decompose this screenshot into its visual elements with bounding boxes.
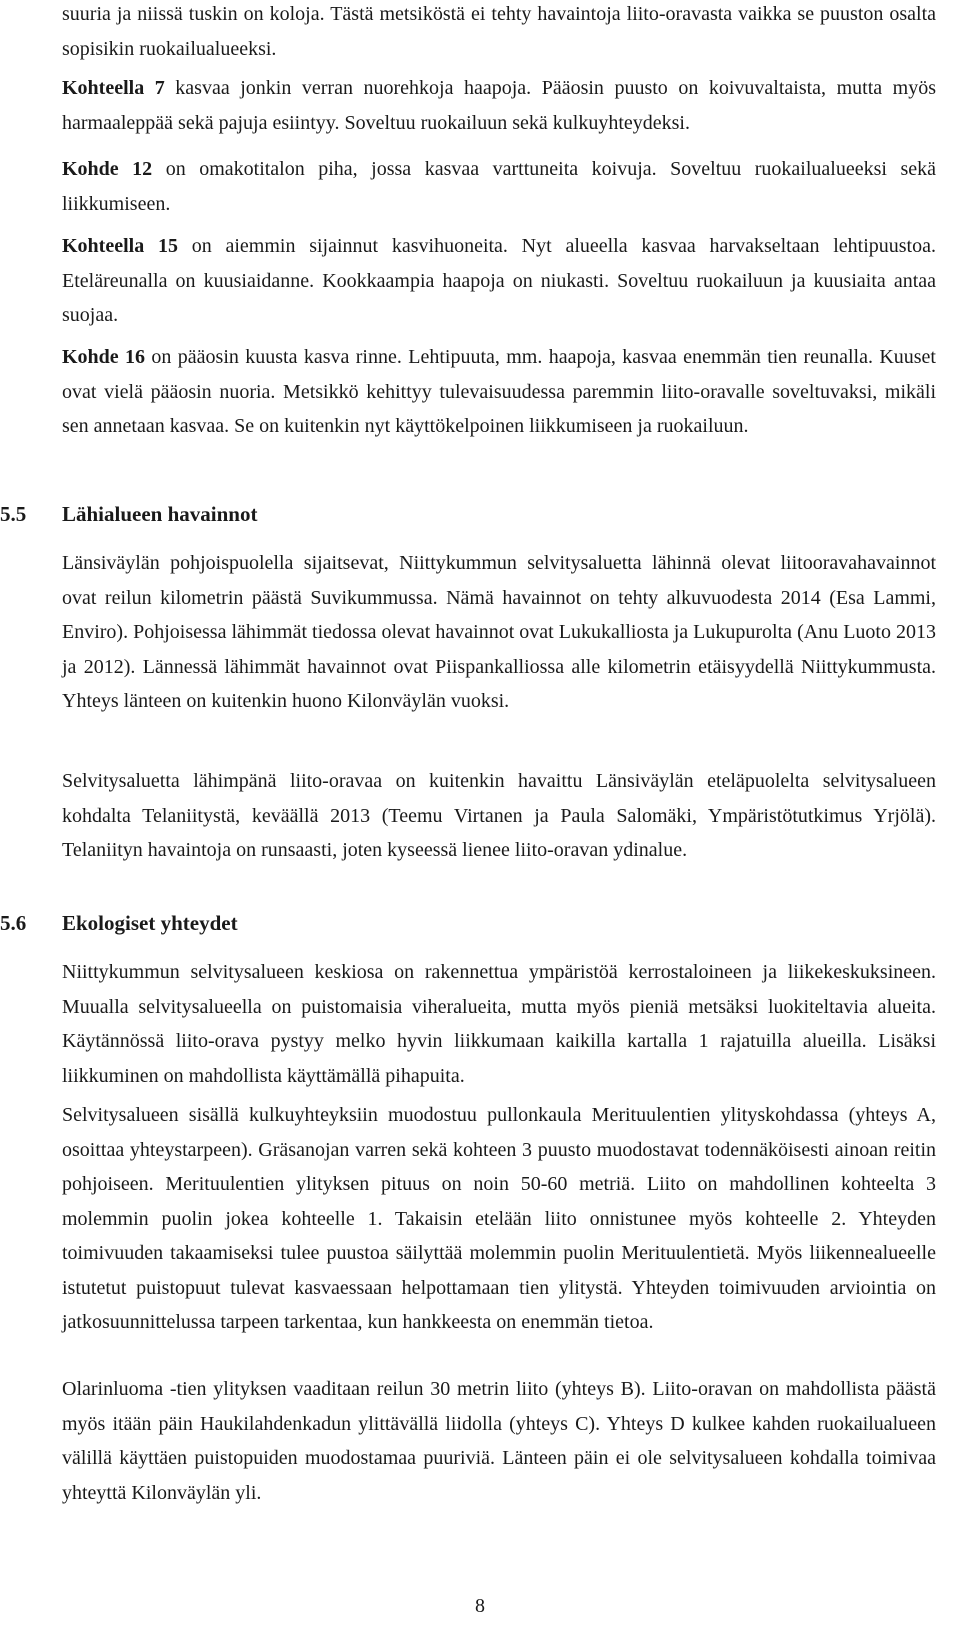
paragraph-ekologiset-3 (62, 1372, 936, 1510)
section-title: Ekologiset yhteydet (62, 911, 238, 935)
paragraph-text: Niittykummun selvitysalueen keskiosa on rakennettua ympäristöä kerrostaloineen ja liikekeskuksineen. Muualla selvitysalueella on puistomaisia viheralueita, mutta myös pieniä metsäksi luokiteltavia alueita. Käytännössä liito-orava pystyy melko hyvin liikkumaan kaikilla kartalla 1 rajatuilla alueilla. Lisäksi liikkuminen on mahdollista käyttämällä pihapuita. (62, 961, 936, 1087)
paragraph-text: Selvitysaluetta lähimpänä liito-oravaa on kuitenkin havaittu Länsiväylän eteläpuolelta selvitysalueen kohdalta Telaniitystä, keväällä 2013 (Teemu Virtanen ja Paula Salomäki, Ympäristötutkimus Yrjölä). Telaniityn havaintoja on runsaasti, joten kyseessä lienee liito-oravan ydinalue. (62, 770, 936, 861)
section-number: 5.5 (0, 502, 27, 526)
paragraph-kohde-7 (62, 71, 936, 140)
section-number: 5.6 (0, 911, 27, 935)
paragraph-text: on omakotitalon piha, jossa kasvaa varttuneita koivuja. Soveltuu ruokailualueeksi sekä liikkumiseen. (62, 158, 936, 215)
paragraph-kohde-15 (62, 229, 936, 333)
paragraph-text: Selvitysalueen sisällä kulkuyhteyksiin muodostuu pullonkaula Merituulentien ylityskohdassa (yhteys A, osoittaa yhteystarpeen). Gräsanojan varren sekä kohteen 3 puusto muodostavat todennäköisesti ainoan reitin pohjoiseen. Merituulentien ylityksen pituus on noin 50-60 metriä. Liito on mahdollinen kohteelta 3 molemmin puolin jokea kohteelle 1. Takaisin etelään liito onnistunee myös kohteelle 2. Yhteyden toimivuuden takaamiseksi tulee puustoa säilyttää molemmin puolin Merituulentietä. Myös liikennealueelle istutetut puistopuut tulevat kasvaessaan helpottamaan tien ylitystä. Yhteyden toimivuuden arviointia on jatkosuunnittelussa tarpeen tarkentaa, kun hankkeesta on enemmän tietoa. (62, 1104, 936, 1333)
section-title: Lähialueen havainnot (62, 502, 258, 526)
paragraph-text: suuria ja niissä tuskin on koloja. Tästä metsiköstä ei tehty havaintoja liito-oravasta vaikka se puuston osalta sopisikin ruokailualueeksi. (62, 3, 936, 60)
paragraph-text: Länsiväylän pohjoispuolella sijaitsevat, Niittykummun selvitysaluetta lähinnä olevat liitooravahavainnot ovat reilun kilometrin päästä Suvikummussa. Nämä havainnot on tehty alkuvuodesta 2014 (Esa Lammi, Enviro). Pohjoisessa lähimmät tiedossa olevat havainnot ovat Lukukalliosta ja Lukupurolta (Anu Luoto 2013 ja 2012). Lännessä lähimmät havainnot ovat Piispankalliossa alle kilometrin etäisyydellä Niittykummusta. Yhteys länteen on kuitenkin huono Kilonväylän vuoksi. (62, 552, 936, 712)
paragraph-text: on pääosin kuusta kasva rinne. Lehtipuuta, mm. haapoja, kasvaa enemmän tien reunalla. Kuuset ovat vielä pääosin nuoria. Metsikkö kehittyy tulevaisuudessa paremmin liito-oravalle soveltuvaksi, mikäli sen annetaan kasvaa. Se on kuitenkin nyt käyttökelpoinen liikkumiseen ja ruokailuun. (62, 346, 936, 437)
paragraph-lead: Kohde 12 (62, 158, 153, 180)
paragraph-text: kasvaa jonkin verran nuorehkoja haapoja. Pääosin puusto on koivuvaltaista, mutta myös harmaaleppää sekä pajuja esiintyy. Soveltuu ruokailuun sekä kulkuyhteydeksi. (62, 77, 936, 134)
section-heading-5-5 (0, 499, 257, 529)
paragraph-ekologiset-2 (62, 1098, 936, 1340)
paragraph-ekologiset-1 (62, 955, 936, 1093)
paragraph-lead: Kohteella 7 (62, 77, 165, 99)
paragraph-lahialue-2 (62, 764, 936, 868)
paragraph-lead: Kohde 16 (62, 346, 146, 368)
paragraph-kohde-16 (62, 340, 936, 444)
paragraph-kohde-12 (62, 152, 936, 221)
paragraph-text: Olarinluoma -tien ylityksen vaaditaan reilun 30 metrin liito (yhteys B). Liito-oravan on mahdollista päästä myös itään päin Haukilahdenkadun ylittävällä liidolla (yhteys C). Yhteys D kulkee kahden ruokailualueen välillä käyttäen puistopuiden muodostamaa puuriviä. Länteen päin ei ole selvitysalueen kohdalla toimivaa yhteyttä Kilonväylän yli. (62, 1378, 936, 1504)
paragraph-intro (62, 0, 936, 66)
paragraph-text: on aiemmin sijainnut kasvihuoneita. Nyt alueella kasvaa harvakseltaan lehtipuustoa. Eteläreunalla on kuusiaidanne. Kookkaampia haapoja on niukasti. Soveltuu ruokailuun ja kuusiaita antaa suojaa. (62, 235, 936, 326)
section-heading-5-6 (0, 908, 238, 938)
paragraph-lahialue-1 (62, 546, 936, 719)
paragraph-lead: Kohteella 15 (62, 235, 178, 257)
page-number: 8 (475, 1595, 485, 1617)
